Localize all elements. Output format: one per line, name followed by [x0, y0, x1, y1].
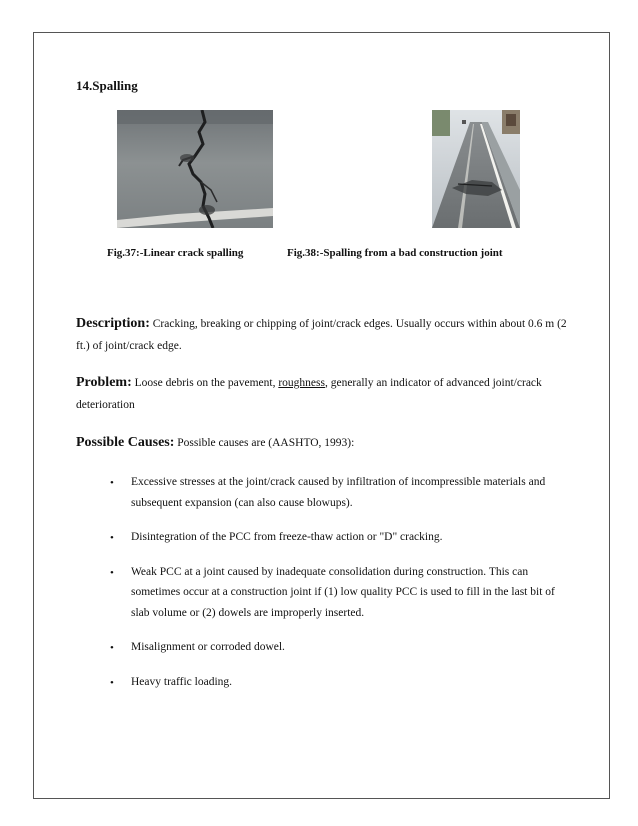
bullet-icon: •	[110, 642, 114, 654]
problem-label: Problem:	[76, 375, 132, 390]
bullet-icon: •	[110, 676, 114, 689]
figure-37-caption: Fig.37:-Linear crack spalling	[107, 247, 244, 259]
description-paragraph	[76, 313, 576, 357]
cause-text: Disintegration of the PCC from freeze-thaw action or "D" cracking.	[131, 531, 443, 543]
construction-joint-spalling-photo	[432, 110, 520, 228]
cause-text: Weak PCC at a joint caused by inadequate consolidation during construction. This can sometimes occur at a construction joint if (1) low quality PCC is used to fill in the last bit of slab volume or (2) dowels are improperly inserted.	[131, 565, 555, 619]
problem-text-before: Loose debris on the pavement,	[131, 377, 279, 389]
possible-causes-paragraph	[76, 432, 576, 454]
list-item	[110, 562, 570, 624]
cause-text: Misalignment or corroded dowel.	[131, 641, 285, 653]
bullet-icon: •	[110, 532, 114, 544]
list-item	[110, 637, 570, 658]
possible-causes-text: Possible causes are (AASHTO, 1993):	[174, 437, 355, 449]
bullet-icon: •	[110, 477, 114, 489]
description-text: Cracking, breaking or chipping of joint/crack edges. Usually occurs within about 0.6 m (2 ft.) of joint/crack edge.	[76, 318, 567, 352]
figure-38-caption: Fig.38:-Spalling from a bad construction joint	[287, 247, 503, 259]
roughness-link[interactable]: roughness	[278, 377, 325, 389]
list-item	[110, 472, 570, 513]
possible-causes-label: Possible Causes:	[76, 435, 175, 450]
linear-crack-spalling-photo	[117, 110, 273, 228]
description-label: Description:	[76, 316, 150, 331]
section-heading: 14.Spalling	[76, 78, 138, 93]
cause-text: Excessive stresses at the joint/crack caused by infiltration of incompressible materials and subsequent expansion (can also cause blowups).	[131, 476, 546, 509]
list-item	[110, 672, 570, 693]
problem-paragraph	[76, 372, 576, 416]
bullet-icon: •	[110, 566, 114, 579]
list-item	[110, 527, 570, 548]
causes-list	[110, 472, 570, 706]
problem-text-after: , generally an indicator of advanced joint/crack deterioration	[76, 377, 542, 411]
cause-text: Heavy traffic loading.	[131, 675, 233, 688]
